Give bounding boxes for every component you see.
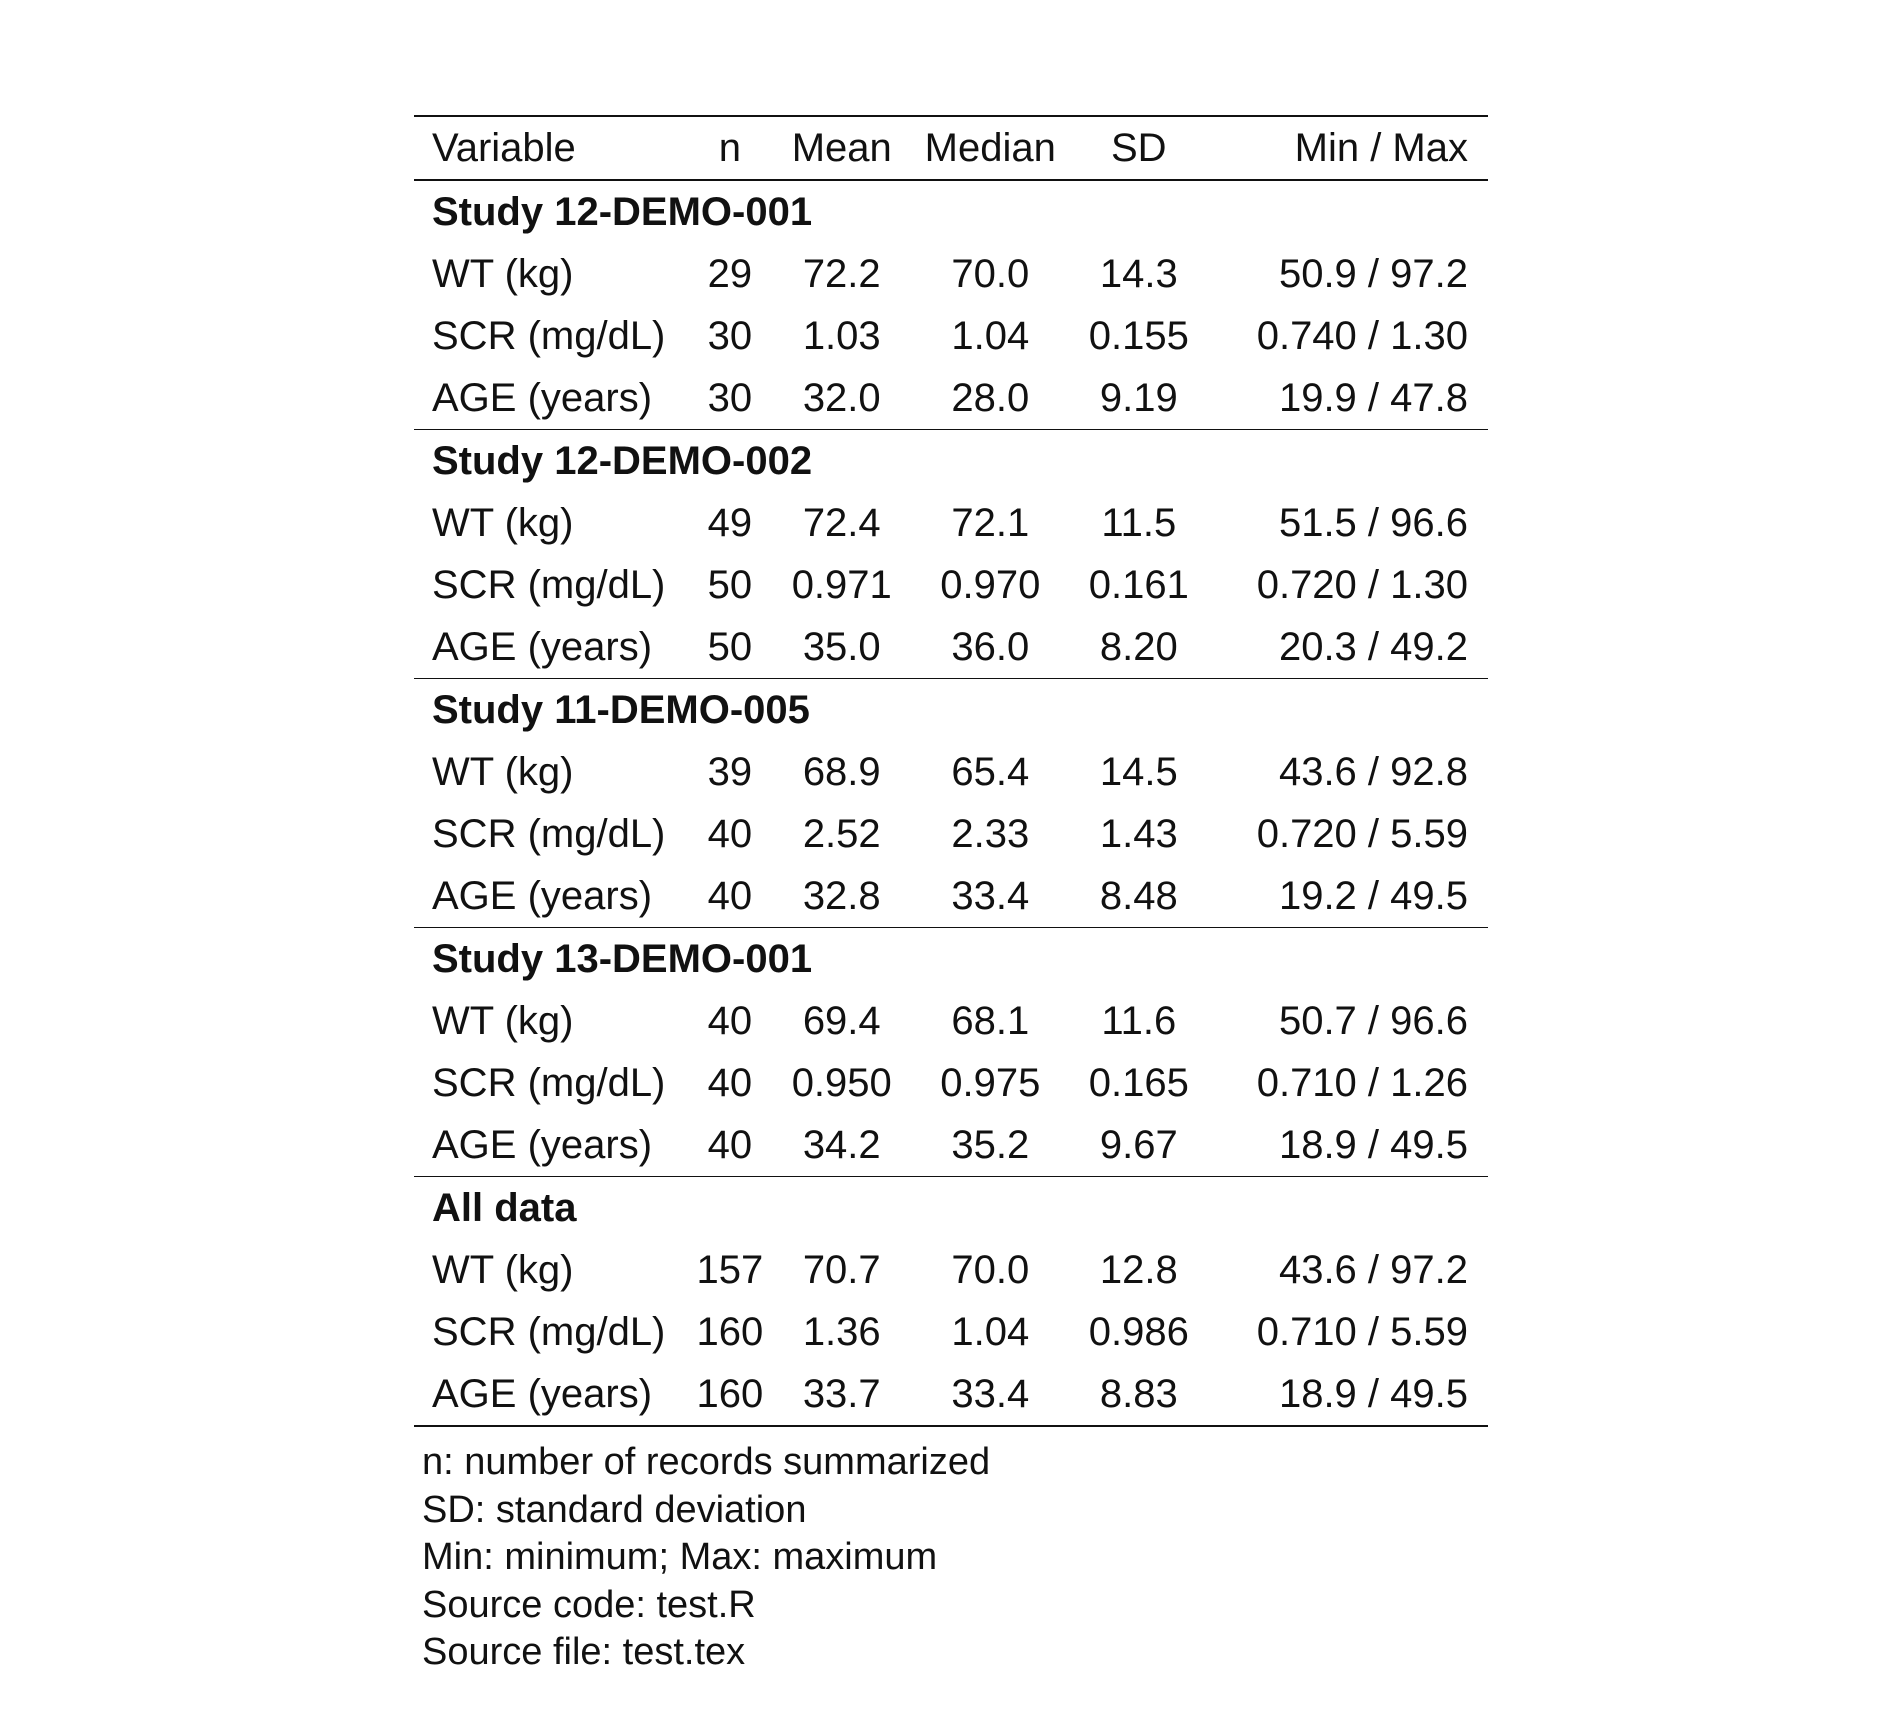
cell-n: 160 <box>696 1372 764 1416</box>
cell-variable: AGE (years) <box>432 625 653 669</box>
group-title-row <box>414 180 1488 243</box>
table-row <box>414 803 1488 865</box>
cell-mean: 70.7 <box>802 1248 881 1292</box>
group-title-row <box>414 430 1488 493</box>
study-group <box>414 430 1488 679</box>
group-title-row <box>414 1177 1488 1240</box>
cell-variable: SCR (mg/dL) <box>432 563 666 607</box>
cell-variable: AGE (years) <box>432 1123 653 1167</box>
cell-variable: SCR (mg/dL) <box>432 314 666 358</box>
group-title: All data <box>432 1186 577 1230</box>
table-row <box>414 243 1488 305</box>
cell-median: 68.1 <box>951 999 1030 1043</box>
cell-median: 72.1 <box>951 501 1030 545</box>
study-group <box>414 679 1488 928</box>
cell-median: 36.0 <box>951 625 1030 669</box>
footnote-source-code: Source code: test.R <box>422 1583 756 1626</box>
table-row <box>414 616 1488 679</box>
table-row <box>414 367 1488 430</box>
cell-variable: AGE (years) <box>432 874 653 918</box>
cell-sd: 8.48 <box>1099 874 1178 918</box>
footnote-sd: SD: standard deviation <box>422 1488 807 1531</box>
cell-sd: 11.6 <box>1101 999 1177 1043</box>
cell-mean: 33.7 <box>802 1372 881 1416</box>
cell-minmax: 50.9 / 97.2 <box>1278 252 1468 296</box>
cell-variable: SCR (mg/dL) <box>432 812 666 856</box>
cell-mean: 72.4 <box>802 501 881 545</box>
cell-sd: 9.19 <box>1099 376 1178 420</box>
group-title-row <box>414 928 1488 991</box>
cell-mean: 0.950 <box>791 1061 892 1105</box>
cell-n: 160 <box>696 1310 764 1354</box>
cell-minmax: 0.710 / 1.26 <box>1256 1061 1468 1105</box>
cell-mean: 1.36 <box>802 1310 881 1354</box>
cell-n: 30 <box>707 376 753 420</box>
cell-median: 2.33 <box>951 812 1030 856</box>
group-title: Study 12-DEMO-001 <box>432 190 813 234</box>
cell-minmax: 0.740 / 1.30 <box>1256 314 1468 358</box>
cell-n: 40 <box>707 812 753 856</box>
group-title: Study 12-DEMO-002 <box>432 439 813 483</box>
header-median: Median <box>924 126 1056 170</box>
cell-sd: 14.3 <box>1099 252 1178 296</box>
cell-sd: 12.8 <box>1099 1248 1178 1292</box>
cell-mean: 32.0 <box>802 376 881 420</box>
cell-minmax: 19.2 / 49.5 <box>1278 874 1468 918</box>
cell-sd: 1.43 <box>1099 812 1178 856</box>
cell-mean: 34.2 <box>802 1123 881 1167</box>
group-title: Study 11-DEMO-005 <box>432 688 810 732</box>
study-group <box>414 180 1488 430</box>
cell-minmax: 19.9 / 47.8 <box>1278 376 1468 420</box>
cell-n: 39 <box>707 750 753 794</box>
table-row <box>414 741 1488 803</box>
cell-median: 70.0 <box>951 1248 1030 1292</box>
cell-variable: WT (kg) <box>432 999 574 1043</box>
footnote-minmax: Min: minimum; Max: maximum <box>422 1536 938 1578</box>
cell-minmax: 18.9 / 49.5 <box>1278 1123 1468 1167</box>
cell-median: 33.4 <box>951 874 1030 918</box>
table-row <box>414 492 1488 554</box>
cell-mean: 1.03 <box>802 314 881 358</box>
cell-n: 40 <box>707 1061 753 1105</box>
table-row <box>414 1301 1488 1363</box>
cell-minmax: 0.710 / 5.59 <box>1256 1310 1468 1354</box>
cell-median: 33.4 <box>951 1372 1030 1416</box>
summary-table-container <box>414 115 1488 1677</box>
cell-median: 70.0 <box>951 252 1030 296</box>
cell-sd: 9.67 <box>1099 1123 1178 1167</box>
cell-mean: 72.2 <box>802 252 881 296</box>
cell-variable: WT (kg) <box>432 501 574 545</box>
table-row <box>414 305 1488 367</box>
cell-n: 30 <box>707 314 753 358</box>
cell-minmax: 50.7 / 96.6 <box>1278 999 1468 1043</box>
cell-sd: 0.165 <box>1088 1061 1189 1105</box>
cell-variable: WT (kg) <box>432 252 574 296</box>
cell-sd: 0.986 <box>1088 1310 1189 1354</box>
group-title: Study 13-DEMO-001 <box>432 937 813 981</box>
cell-mean: 68.9 <box>802 750 881 794</box>
cell-n: 50 <box>707 563 753 607</box>
header-minmax: Min / Max <box>1294 126 1468 170</box>
table-row <box>414 1052 1488 1114</box>
cell-median: 0.975 <box>940 1061 1041 1105</box>
cell-variable: WT (kg) <box>432 1248 574 1292</box>
table-row <box>414 1239 1488 1301</box>
table-row <box>414 1363 1488 1426</box>
cell-mean: 35.0 <box>802 625 881 669</box>
table-row <box>414 865 1488 928</box>
cell-minmax: 18.9 / 49.5 <box>1278 1372 1468 1416</box>
study-group <box>414 1177 1488 1427</box>
study-group <box>414 928 1488 1177</box>
cell-median: 35.2 <box>951 1123 1030 1167</box>
table-footnotes <box>414 1439 1488 1677</box>
group-title-row <box>414 679 1488 742</box>
cell-variable: SCR (mg/dL) <box>432 1061 666 1105</box>
cell-minmax: 0.720 / 5.59 <box>1256 812 1468 856</box>
cell-median: 28.0 <box>951 376 1030 420</box>
header-sd: SD <box>1111 126 1167 170</box>
cell-n: 157 <box>696 1248 764 1292</box>
cell-n: 40 <box>707 1123 753 1167</box>
cell-mean: 0.971 <box>791 563 892 607</box>
summary-table <box>414 115 1488 1427</box>
footnote-n: n: number of records summarized <box>422 1441 991 1483</box>
cell-variable: SCR (mg/dL) <box>432 1310 666 1354</box>
cell-mean: 2.52 <box>802 812 881 856</box>
cell-sd: 0.155 <box>1088 314 1189 358</box>
cell-mean: 69.4 <box>802 999 881 1043</box>
cell-median: 0.970 <box>940 563 1041 607</box>
header-mean: Mean <box>791 126 892 170</box>
header-n: n <box>718 126 741 170</box>
cell-variable: WT (kg) <box>432 750 574 794</box>
cell-variable: AGE (years) <box>432 376 653 420</box>
cell-n: 49 <box>707 501 753 545</box>
cell-minmax: 51.5 / 96.6 <box>1278 501 1468 545</box>
cell-sd: 0.161 <box>1088 563 1189 607</box>
cell-sd: 11.5 <box>1101 501 1177 545</box>
cell-n: 40 <box>707 999 753 1043</box>
table-row <box>414 990 1488 1052</box>
cell-median: 1.04 <box>951 1310 1030 1354</box>
table-row <box>414 1114 1488 1177</box>
cell-median: 1.04 <box>951 314 1030 358</box>
cell-n: 50 <box>707 625 753 669</box>
cell-n: 29 <box>707 252 753 296</box>
cell-sd: 8.20 <box>1099 625 1178 669</box>
header-row <box>414 116 1488 180</box>
cell-minmax: 43.6 / 97.2 <box>1278 1248 1468 1292</box>
cell-n: 40 <box>707 874 753 918</box>
cell-minmax: 43.6 / 92.8 <box>1278 750 1468 794</box>
header-variable: Variable <box>432 126 576 170</box>
cell-mean: 32.8 <box>802 874 881 918</box>
cell-minmax: 20.3 / 49.2 <box>1278 625 1468 669</box>
footnote-source-file: Source file: test.tex <box>422 1631 746 1673</box>
cell-sd: 8.83 <box>1099 1372 1178 1416</box>
table-row <box>414 554 1488 616</box>
cell-variable: AGE (years) <box>432 1372 653 1416</box>
cell-sd: 14.5 <box>1099 750 1178 794</box>
cell-minmax: 0.720 / 1.30 <box>1256 563 1468 607</box>
cell-median: 65.4 <box>951 750 1030 794</box>
